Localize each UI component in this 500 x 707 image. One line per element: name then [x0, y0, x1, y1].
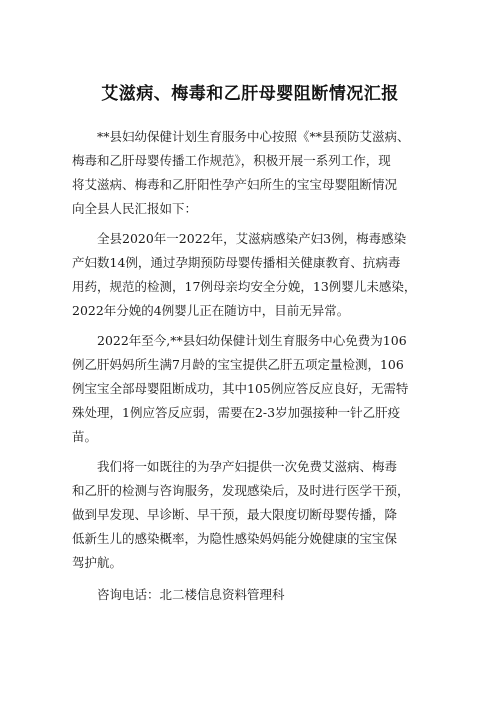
- text-line: **县妇幼保健计划生育服务中心按照《**县预防艾滋病、: [72, 129, 410, 144]
- text-line: 苗。: [72, 429, 98, 444]
- text-line: 将艾滋病、梅毒和乙肝阳性孕产妇所生的宝宝母婴阻断情况: [72, 177, 398, 192]
- paragraph-hepatitis-b: [72, 329, 438, 449]
- text-line: 例宝宝全部母婴阻断成功，其中105例应答反应良好，无需特: [72, 381, 409, 396]
- document-body: [72, 125, 438, 607]
- text-line: 向全县人民汇报如下：: [72, 201, 198, 216]
- text-line: 我们将一如既往的为孕产妇提供一次免费艾滋病、梅毒: [72, 459, 398, 474]
- text-line: 产妇数14例，通过孕期预防母婴传播相关健康教育、抗病毒: [72, 255, 401, 270]
- text-line: 驾护航。: [72, 555, 123, 570]
- text-line: 殊处理，1例应答反应弱，需要在2-3岁加强接种一针乙肝疫: [72, 405, 401, 420]
- paragraph-commitment: [72, 455, 438, 575]
- text-line: 用药，规范的检测，17例母亲均安全分娩，13例婴儿未感染，: [72, 279, 417, 294]
- text-line: 2022年至今,**县妇幼保健计划生育服务中心免费为106: [72, 333, 407, 348]
- text-line: 梅毒和乙肝母婴传播工作规范》，积极开展一系列工作，现: [72, 153, 391, 168]
- text-line: 低新生儿的感染概率，为隐性感染妈妈能分娩健康的宝宝保: [72, 531, 398, 546]
- text-line: 做到早发现、早诊断、早干预，最大限度切断母婴传播，降: [72, 507, 398, 522]
- paragraph-intro: [72, 125, 438, 221]
- paragraph-statistics: [72, 227, 438, 323]
- text-line: 和乙肝的检测与咨询服务，发现感染后，及时进行医学干预，: [72, 483, 410, 498]
- text-line: 例乙肝妈妈所生满7月龄的宝宝提供乙肝五项定量检测，106: [72, 357, 404, 372]
- text-line: 全县2020年一2022年，艾滋病感染产妇3例，梅毒感染: [72, 231, 407, 246]
- text-line: 2022年分娩的4例婴儿正在随访中，目前无异常。: [72, 303, 350, 318]
- contact-line: 咨询电话：北二楼信息资料管理科: [72, 587, 285, 602]
- document-title: 艾滋病、梅毒和乙肝母婴阻断情况汇报: [101, 84, 399, 104]
